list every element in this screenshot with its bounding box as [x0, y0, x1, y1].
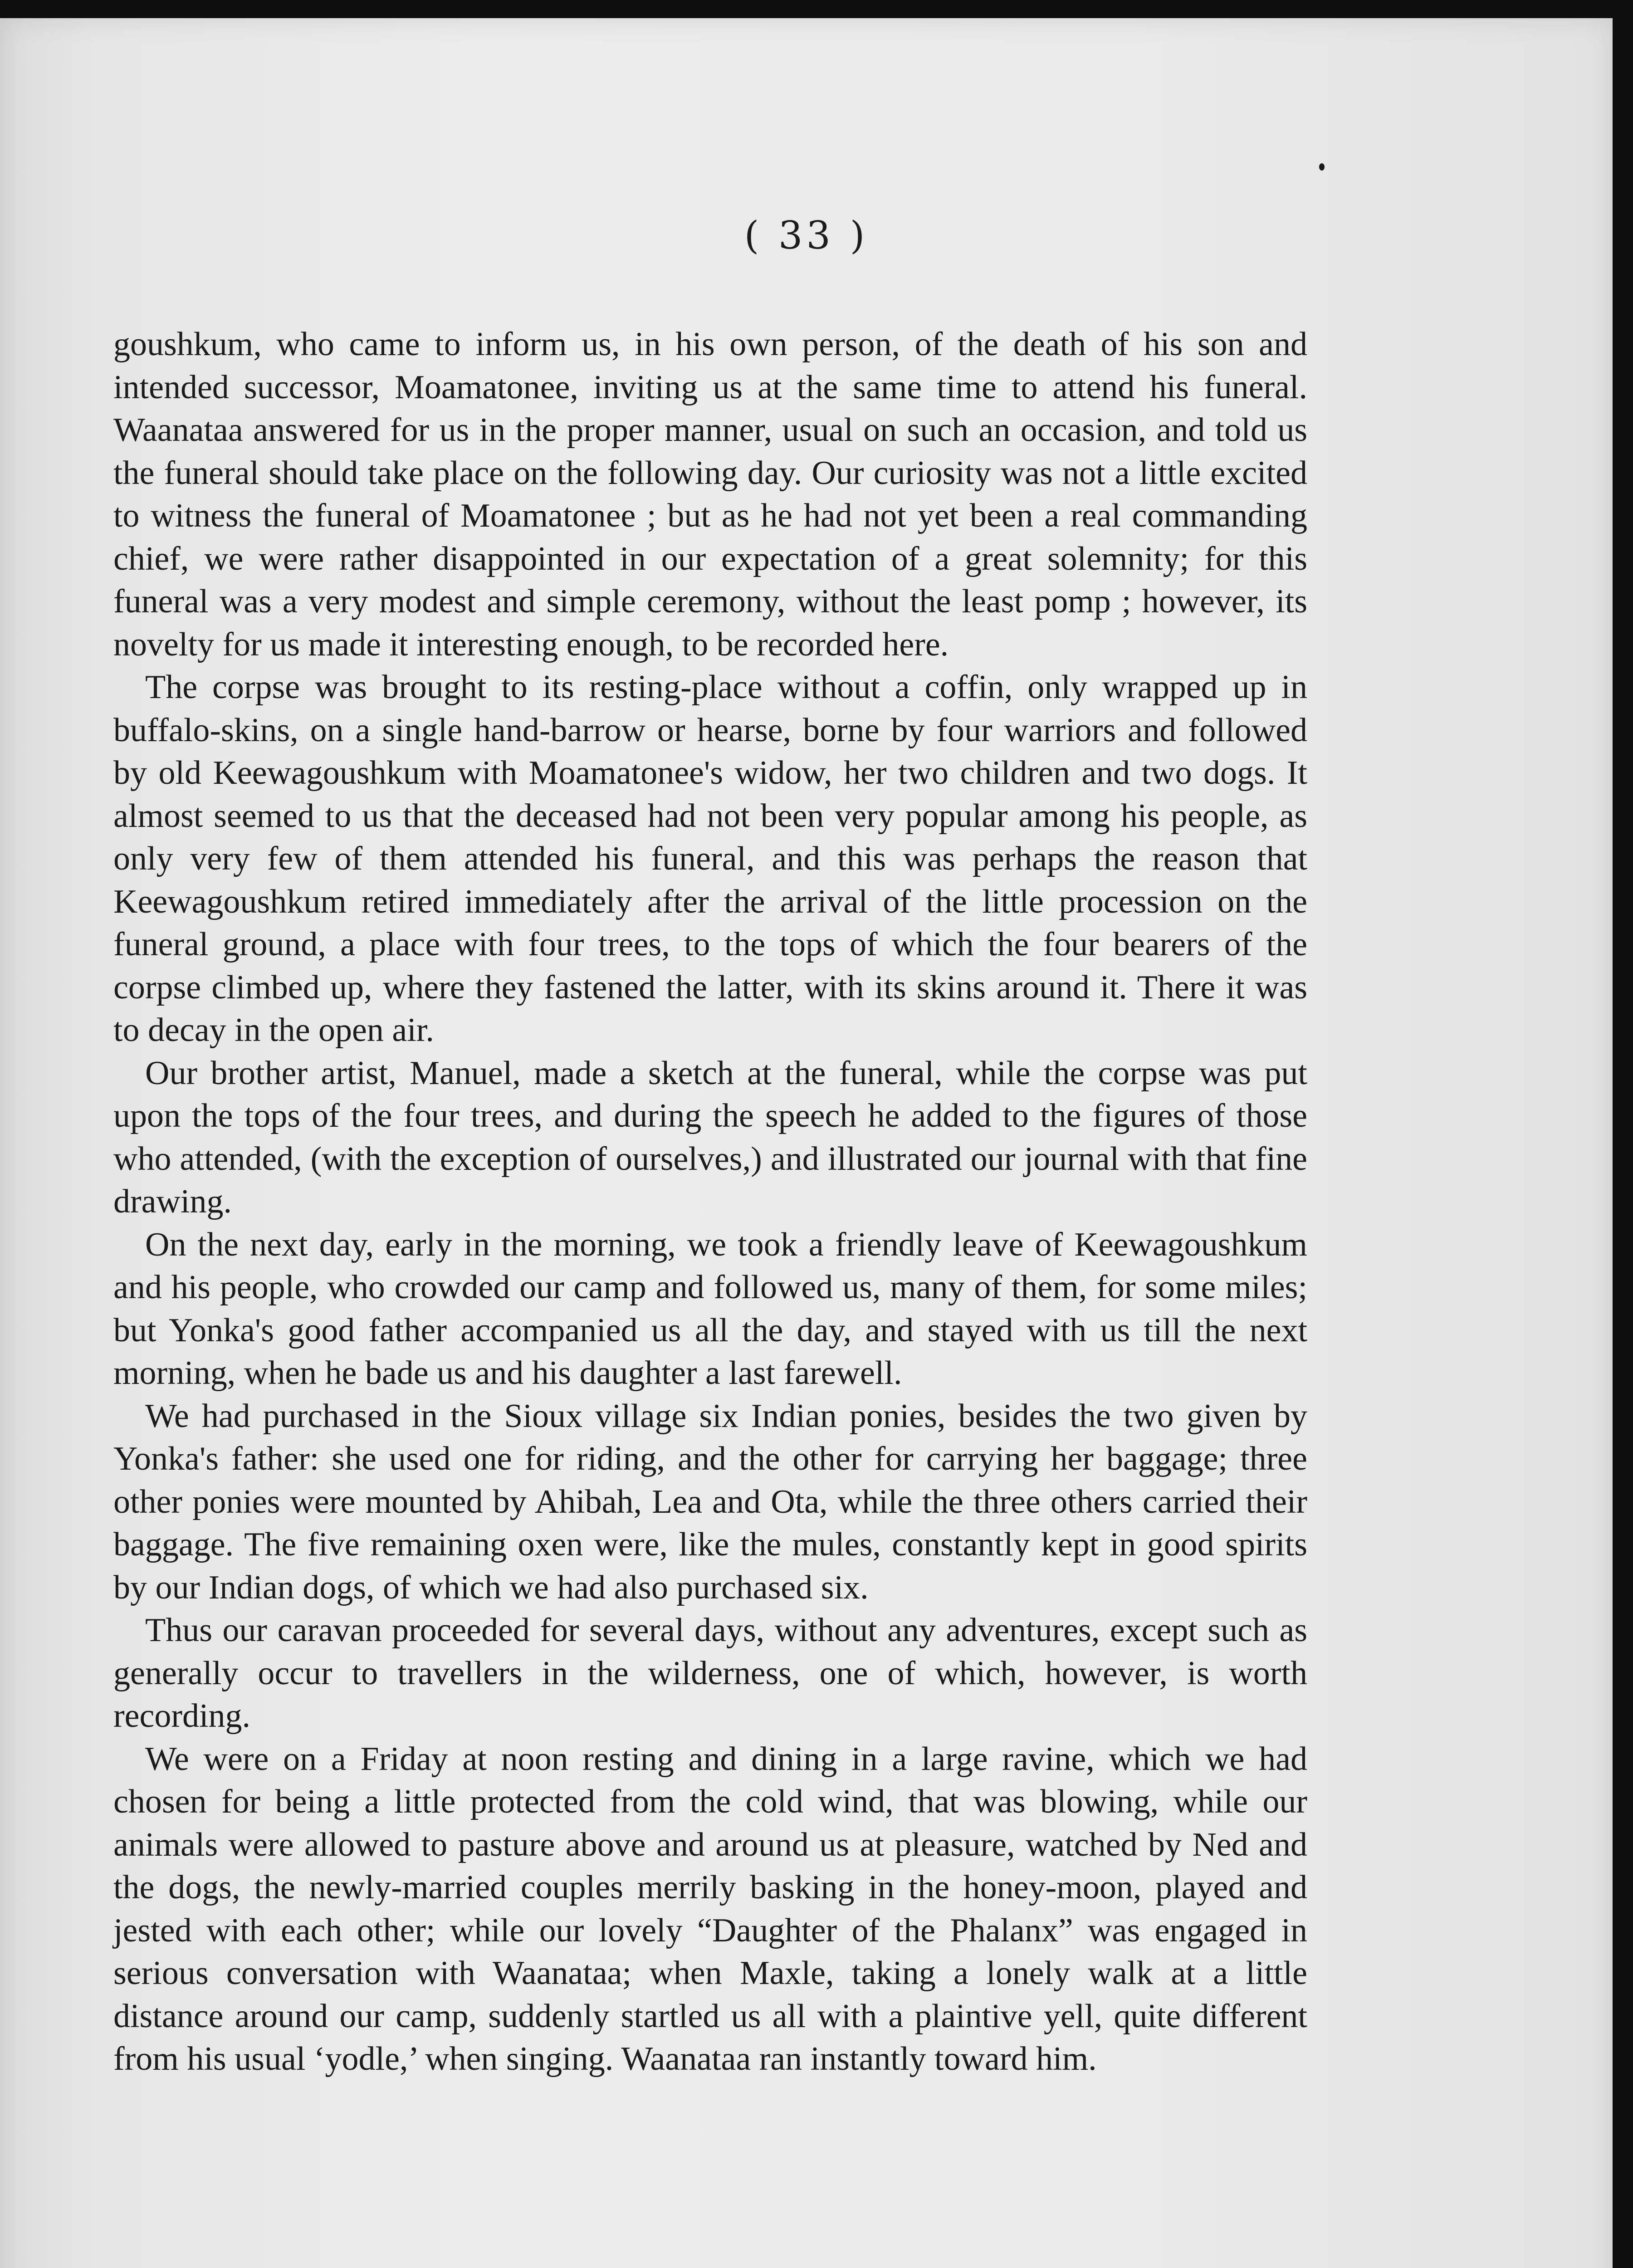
- body-text: [113, 323, 1307, 2081]
- paragraph-1: goushkum, who came to inform us, in his own person, of the death of his son and intended successor, Moamatonee, inviting us at the same time to attend his funeral. Waanataa answered for us in the proper manner, usual on such an occasion, and told us the funeral should take place on the following day. Our curiosity was not a little excited to witness the funeral of Moamatonee ; but as he had not yet been a real commanding chief, we were rather disappointed in our expectation of a great solemnity; for this funeral was a very modest and simple ceremony, without the least pomp ; however, its novelty for us made it interesting enough, to be recorded here.: [113, 326, 1307, 663]
- paragraph-3: Our brother artist, Manuel, made a sketch at the funeral, while the corpse was put upon the tops of the four trees, and during the speech he added to the figures of those who attended, (with the exception of ourselves,) and illustrated our journal with that fine drawing.: [113, 1054, 1307, 1220]
- book-page: [0, 18, 1613, 2268]
- paragraph-4: On the next day, early in the morning, we took a friendly leave of Keewagoushkum and his people, who crowded our camp and followed us, many of them, for some miles; but Yonka's good father accompanied us all the day, and stayed with us till the next morning, when he bade us and his daughter a last farewell.: [113, 1226, 1307, 1392]
- paragraph-6: Thus our caravan proceeded for several days, without any adventures, except such as generally occur to travellers in the wilderness, one of which, however, is worth recording.: [113, 1612, 1307, 1735]
- paragraph-5: We had purchased in the Sioux village six Indian ponies, besides the two given by Yonka's father: she used one for riding, and the other for carrying her baggage; three other ponies were mounted by Ahibah, Lea and Ota, while the three others carried their baggage. The five remaining oxen were, like the mules, constantly kept in good spirits by our Indian dogs, of which we had also purchased six.: [113, 1397, 1307, 1606]
- paragraph-2: The corpse was brought to its resting-place without a coffin, only wrapped up in buffalo-skins, on a single hand-barrow or hearse, borne by four warriors and followed by old Keewagoushkum with Moamatonee's widow, her two children and two dogs. It almost seemed to us that the deceased had not been very popular among his people, as only very few of them attended his funeral, and this was perhaps the reason that Keewagoushkum retired immediately after the arrival of the little procession on the funeral ground, a place with four trees, to the tops of which the four bearers of the corpse climbed up, where they fastened the latter, with its skins around it. There it was to decay in the open air.: [113, 669, 1307, 1049]
- ink-dot: [1319, 163, 1325, 171]
- paragraph-7: We were on a Friday at noon resting and dining in a large ravine, which we had chosen for being a little protected from the cold wind, that was blowing, while our animals were allowed to pasture above and around us at pleasure, watched by Ned and the dogs, the newly-married couples merrily basking in the honey-moon, played and jested with each other; while our lovely “Daughter of the Phalanx” was engaged in serious conversation with Waanataa; when Maxle, taking a lonely walk at a little distance around our camp, suddenly startled us all with a plaintive yell, quite different from his usual ‘yodle,’ when singing. Waanataa ran instantly toward him.: [113, 1740, 1307, 2077]
- page-number: ( 33 ): [744, 213, 869, 258]
